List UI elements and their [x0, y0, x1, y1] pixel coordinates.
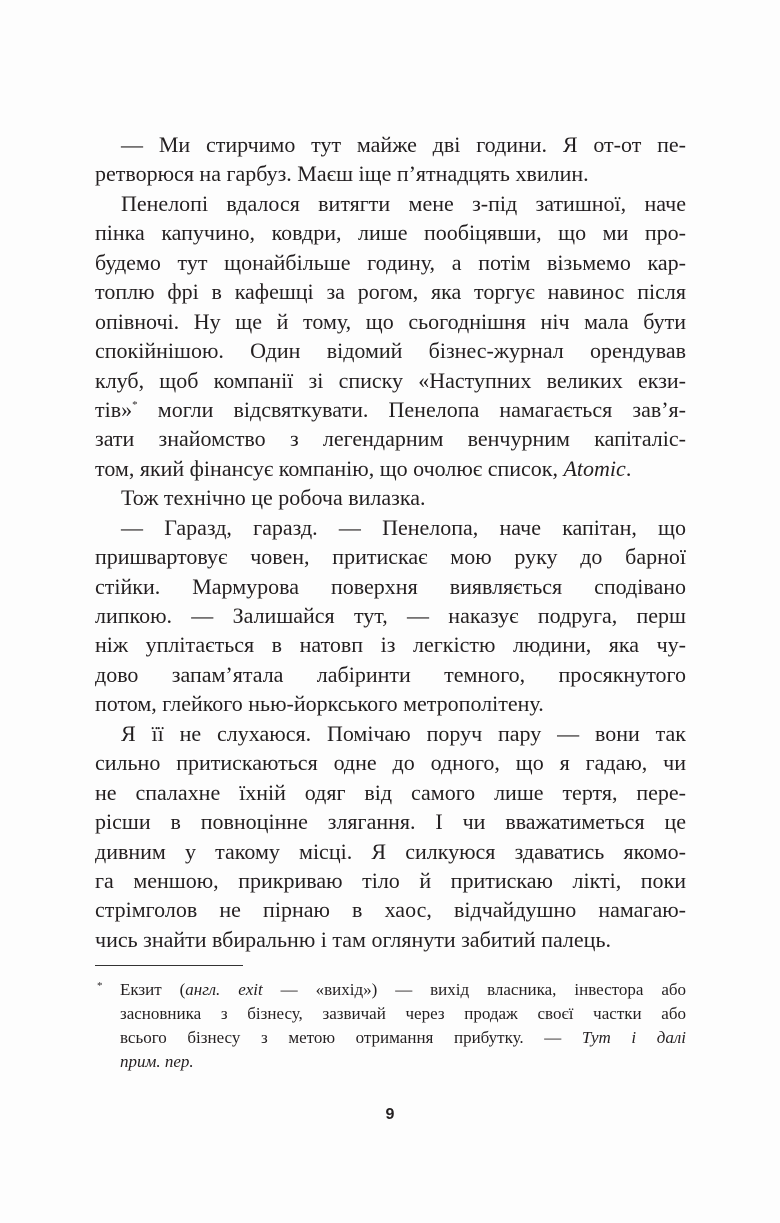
text-line — [95, 719, 686, 748]
text-line — [95, 866, 686, 895]
footnote-text — [120, 978, 686, 1074]
text-run: потом, глейкого нью-йоркського метрополітену. — [95, 691, 544, 717]
text-run: дивним у такому місці. Я силкуюся здаватись якомо- — [95, 838, 686, 864]
text-line — [95, 748, 686, 777]
text-line — [95, 513, 686, 542]
footnote-line — [120, 978, 686, 1002]
footnote-line — [120, 1026, 686, 1050]
italic-text: англ. exit — [185, 980, 263, 999]
footnote-line — [120, 1002, 686, 1026]
footnote-divider — [95, 965, 243, 966]
text-run: — Гаразд, гаразд. — Пенелопа, наче капітан, що — [121, 514, 686, 540]
italic-text: Тут і далі — [581, 1028, 686, 1047]
text-line — [95, 130, 686, 159]
text-run: сильно притискаються одне до одного, що я гадаю, чи — [95, 750, 686, 776]
text-line — [95, 925, 686, 954]
main-text — [95, 130, 686, 954]
text-line — [95, 189, 686, 218]
text-run: га меншою, прикриваю тіло й притискаю лікті, поки — [95, 867, 686, 893]
text-line — [95, 336, 686, 365]
text-run: могли відсвяткувати. Пенелопа намагається зав’я- — [137, 396, 686, 422]
text-run: клуб, щоб компанії зі списку «Наступних великих екзи- — [95, 367, 686, 393]
italic-text: Atomic — [563, 455, 626, 481]
paragraph — [95, 483, 686, 512]
text-line — [95, 248, 686, 277]
footnote — [95, 978, 686, 1074]
text-run: Пенелопі вдалося витягти мене з-під затишної, наче — [121, 190, 686, 216]
text-run: ретворюся на гарбуз. Маєш іще п’ятнадцять хвилин. — [95, 161, 589, 187]
italic-text: прим. пер. — [120, 1052, 194, 1071]
text-line — [95, 366, 686, 395]
text-run: всього бізнесу з метою отримання прибутку. — — [120, 1028, 582, 1047]
text-run: том, який фінансує компанію, що очолює список, — [95, 455, 564, 481]
text-line — [95, 454, 686, 483]
footnote-reference: * — [132, 398, 138, 411]
page-number: 9 — [385, 1106, 395, 1123]
text-run: стійки. Мармурова поверхня виявляється сподівано — [95, 573, 686, 599]
text-run: зати знайомство з легендарним венчурним капіталіс- — [95, 426, 686, 452]
paragraph — [95, 719, 686, 955]
paragraph — [95, 130, 686, 189]
text-run: — Ми стирчимо тут майже дві години. Я от-от пе- — [121, 132, 686, 157]
text-line — [95, 807, 686, 836]
text-line — [95, 218, 686, 247]
text-run: не спалахне їхній одяг від самого лише тертя, пере- — [95, 779, 686, 805]
text-run: ніж уплітається в натовп із легкістю людини, яка чу- — [95, 632, 686, 658]
text-run: пришвартовує човен, притискає мою руку до барної — [95, 544, 686, 570]
text-line — [95, 630, 686, 659]
text-run: Я її не слухаюся. Помічаю поруч пару — вони так — [121, 720, 686, 746]
text-line — [95, 689, 686, 718]
text-run: спокійнішою. Один відомий бізнес-журнал орендував — [95, 338, 686, 364]
paragraph — [95, 513, 686, 719]
text-run: липкою. — Залишайся тут, — наказує подруга, перш — [95, 603, 686, 628]
text-line — [95, 601, 686, 630]
footnote-marker: * — [97, 980, 103, 992]
text-run: . — [625, 455, 632, 481]
text-run: — «вихід») — вихід власника, інвестора або — [262, 980, 687, 999]
text-run: опівночі. Ну ще й тому, що сьогоднішня ніч мала бути — [95, 308, 686, 334]
text-run: стрімголов не пірнаю в хаос, відчайдушно намагаю- — [95, 897, 686, 923]
text-line — [95, 895, 686, 924]
text-line — [95, 542, 686, 571]
text-run: будемо тут щонайбільше годину, а потім візьмемо кар- — [95, 249, 686, 275]
text-line — [95, 277, 686, 306]
text-line — [95, 307, 686, 336]
paragraph — [95, 189, 686, 483]
text-run: Екзит ( — [120, 980, 186, 999]
text-line — [95, 395, 686, 424]
text-run: засновника з бізнесу, зазвичай через продаж своєї частки або — [120, 1004, 686, 1023]
text-run: тів» — [95, 396, 133, 422]
text-line — [95, 660, 686, 689]
text-run: рісши в повноцінне злягання. І чи вважатиметься це — [95, 809, 686, 835]
text-line — [95, 424, 686, 453]
text-line — [95, 483, 686, 512]
text-line — [95, 778, 686, 807]
text-line — [95, 837, 686, 866]
text-run: чись знайти вбиральню і там оглянути забитий палець. — [95, 926, 611, 952]
text-run: дово запам’ятала лабіринти темного, просякнутого — [95, 661, 686, 687]
text-run: пінка капучино, ковдри, лише пообіцявши, що ми про- — [95, 220, 686, 246]
text-line — [95, 572, 686, 601]
footnote-line — [120, 1050, 686, 1074]
text-run: Тож технічно це робоча вилазка. — [121, 485, 426, 511]
text-line — [95, 159, 686, 188]
text-run: топлю фрі в кафешці за рогом, яка торгує навинос після — [95, 279, 686, 305]
